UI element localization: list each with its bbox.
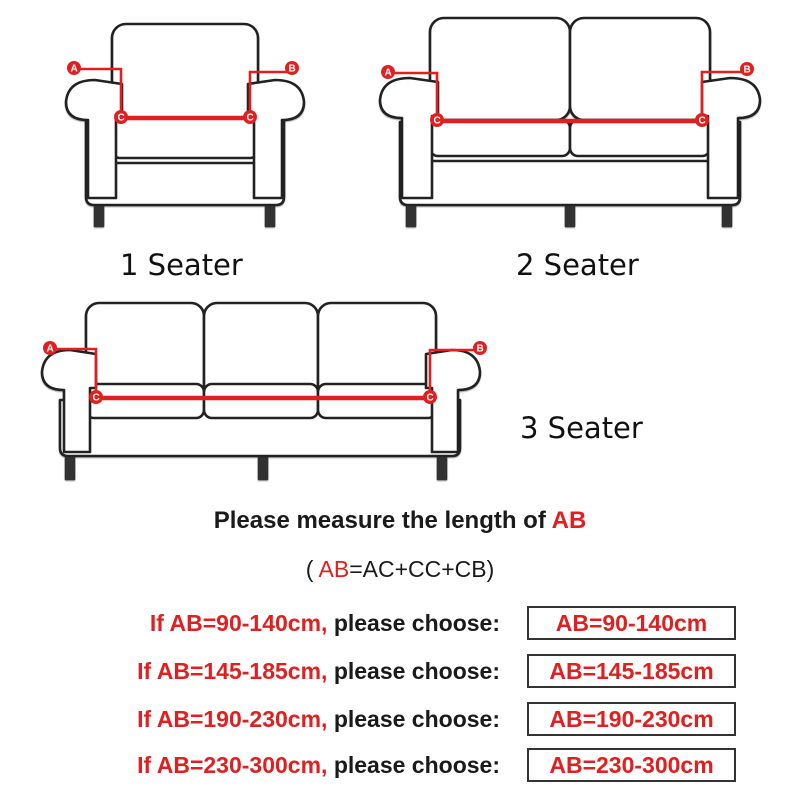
size-option-145-185[interactable]: AB=145-185cm xyxy=(527,654,736,688)
measure-heading xyxy=(0,507,800,535)
marker-a-label: A xyxy=(70,63,78,75)
sofa-2-arm-right xyxy=(702,78,760,198)
caption-2-seater: 2 Seater xyxy=(516,248,639,282)
option-range: If AB=90-140cm, xyxy=(149,610,328,636)
measure-heading-highlight: AB xyxy=(551,507,587,534)
sofa-2-seat-cushion-left xyxy=(430,120,570,156)
sofa-2-back-cushion-left xyxy=(430,18,570,120)
formula-open: ( xyxy=(305,556,319,582)
option-condition xyxy=(137,752,500,779)
measure-formula xyxy=(0,556,800,583)
option-condition xyxy=(137,658,500,685)
sofa-2-seat-cushion-right xyxy=(570,120,710,156)
caption-3-seater: 3 Seater xyxy=(520,411,643,445)
option-row xyxy=(0,606,800,640)
option-action: please choose: xyxy=(333,706,500,732)
marker-c-label: C xyxy=(433,115,441,127)
size-option-190-230[interactable]: AB=190-230cm xyxy=(527,702,736,736)
option-action: please choose: xyxy=(333,752,500,778)
option-range: If AB=230-300cm, xyxy=(137,752,328,778)
sofa-3-seat-cushion-left xyxy=(86,384,204,418)
option-range: If AB=145-185cm, xyxy=(137,658,328,684)
caption-1-seater: 1 Seater xyxy=(120,248,243,282)
marker-a-label: A xyxy=(384,67,392,79)
marker-c-label: C xyxy=(117,112,125,124)
measure-heading-text: Please measure the length of xyxy=(213,507,552,534)
sofa-2-back-cushion-right xyxy=(570,18,710,120)
marker-b-label: B xyxy=(288,63,296,75)
sofa-1-seat-cushion xyxy=(112,118,258,158)
sofa-1-arm-right xyxy=(248,80,304,198)
sofa-1-arm-left xyxy=(66,80,122,198)
sofa-3-arm-left xyxy=(42,350,96,452)
size-option-90-140[interactable]: AB=90-140cm xyxy=(527,606,736,640)
marker-b-label: B xyxy=(476,343,484,355)
sofa-1-back-cushion xyxy=(112,24,258,119)
marker-a-label: A xyxy=(46,343,54,355)
sofa-2-arm-left xyxy=(380,78,438,198)
option-row xyxy=(0,702,800,736)
marker-b-label: B xyxy=(743,64,751,76)
option-condition xyxy=(137,706,500,733)
sofa-3-seater xyxy=(42,303,480,479)
marker-c-label: C xyxy=(92,392,100,404)
option-range: If AB=190-230cm, xyxy=(137,706,328,732)
formula-highlight: AB xyxy=(318,556,350,582)
option-action: please choose: xyxy=(333,658,500,684)
marker-c-label: C xyxy=(698,115,706,127)
sofa-1-seater xyxy=(66,24,304,226)
size-option-230-300[interactable]: AB=230-300cm xyxy=(527,748,736,782)
option-action: please choose: xyxy=(333,610,500,636)
sofa-3-seat-cushion-middle xyxy=(204,384,318,418)
marker-c-label: C xyxy=(246,112,254,124)
option-row xyxy=(0,748,800,782)
marker-c-label: C xyxy=(426,392,434,404)
sofa-3-seat-cushion-right xyxy=(318,384,436,418)
option-condition xyxy=(150,610,500,637)
option-row xyxy=(0,654,800,688)
formula-rest: =AC+CC+CB) xyxy=(349,556,495,582)
